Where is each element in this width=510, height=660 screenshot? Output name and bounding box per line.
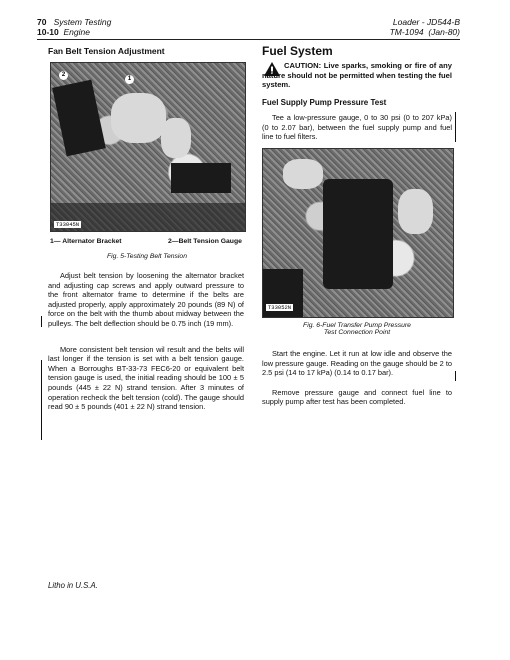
header-right xyxy=(300,17,460,37)
figure-5-caption: Fig. 5-Testing Belt Tension xyxy=(107,253,187,260)
callout-2: 2 xyxy=(59,71,68,80)
fuel-system-title: Fuel System xyxy=(262,44,333,58)
change-bar-right-2 xyxy=(455,371,456,381)
remove-gauge-paragraph: Remove pressure gauge and connect fuel line to supply pump after test has been completed. xyxy=(262,387,452,407)
manual-date: (Jan-80) xyxy=(428,27,460,37)
change-bar-left-2 xyxy=(41,360,42,440)
print-note: Litho in U.S.A. xyxy=(48,581,98,590)
legend-item-2: 2—Belt Tension Gauge xyxy=(168,238,242,245)
belt-adjust-paragraph: Adjust belt tension by loosening the alternator bracket and adjusting cap screws and apply outward pressure to the front alternator frame to determine if the belts are adjusted properly, apply approximately 20 pounds (89 N) of force on the belt with the thumb about midway between the pulleys. The belt deflection should be 0.75 inch (19 mm). xyxy=(48,271,244,328)
header-rule xyxy=(37,39,460,40)
fuel-pump-photo xyxy=(262,148,454,318)
fuel-pump-intro: Tee a low-pressure gauge, 0 to 30 psi (0 to 207 kPa) (0 to 2.07 bar), between the fuel supply pump and fuel line to fuel filters. xyxy=(262,113,452,142)
header-left xyxy=(37,17,237,37)
left-body xyxy=(48,271,244,412)
callout-1: 1 xyxy=(125,75,134,84)
right-column xyxy=(262,44,452,58)
fuel-pump-section xyxy=(262,98,452,142)
machine-name: Loader - JD544-B xyxy=(392,17,460,27)
caution-block xyxy=(262,61,452,90)
figure-6-caption-line2: Test Connection Point xyxy=(323,329,391,336)
caution-text: CAUTION: Live sparks, smoking or fire of any nature should not be permitted when testing the fuel system. xyxy=(262,61,452,90)
start-engine-paragraph: Start the engine. Let it run at low idle and observe the low pressure gauge. Reading on the gauge should be 2 to 2.5 psi (14 to 17 kPa) (0.14 to 0.17 bar). xyxy=(262,349,452,378)
subsection-number: 10-10 xyxy=(37,27,59,37)
fuel-pump-test-title: Fuel Supply Pump Pressure Test xyxy=(262,98,387,107)
belt-gauge-paragraph: More consistent belt tension wil result and the belts will last longer if the tension is set with a belt tension gauge. When a Borroughs BT-33-73 FEC6-20 or equivalent belt tension gauge is used, the initial reading should be 100 ± 5 pounds (445 ± 22 N) strand tension. After 3 minutes of operation recheck the belt tension (cold). The gauge should read 90 ± 5 pounds (401 ± 22 N) strand tension. xyxy=(48,344,244,412)
fan-belt-title: Fan Belt Tension Adjustment xyxy=(48,46,165,56)
manual-id: TM-1094 xyxy=(389,27,424,37)
figure-6-caption xyxy=(262,322,452,336)
legend-item-1: 1— Alternator Bracket xyxy=(50,238,122,245)
belt-tension-photo xyxy=(50,62,246,232)
photo-code: T33052N xyxy=(268,304,292,311)
photo-code: T33045N xyxy=(56,221,80,228)
change-bar-left-1 xyxy=(41,316,42,327)
left-column xyxy=(48,46,244,56)
figure-6-caption-line1: Fig. 6-Fuel Transfer Pump Pressure xyxy=(303,322,411,329)
page-number: 70 xyxy=(37,17,47,27)
subsection-name: Engine xyxy=(63,27,90,37)
section-name: System Testing xyxy=(53,17,112,27)
change-bar-right-1 xyxy=(455,112,456,142)
right-body xyxy=(262,349,452,407)
